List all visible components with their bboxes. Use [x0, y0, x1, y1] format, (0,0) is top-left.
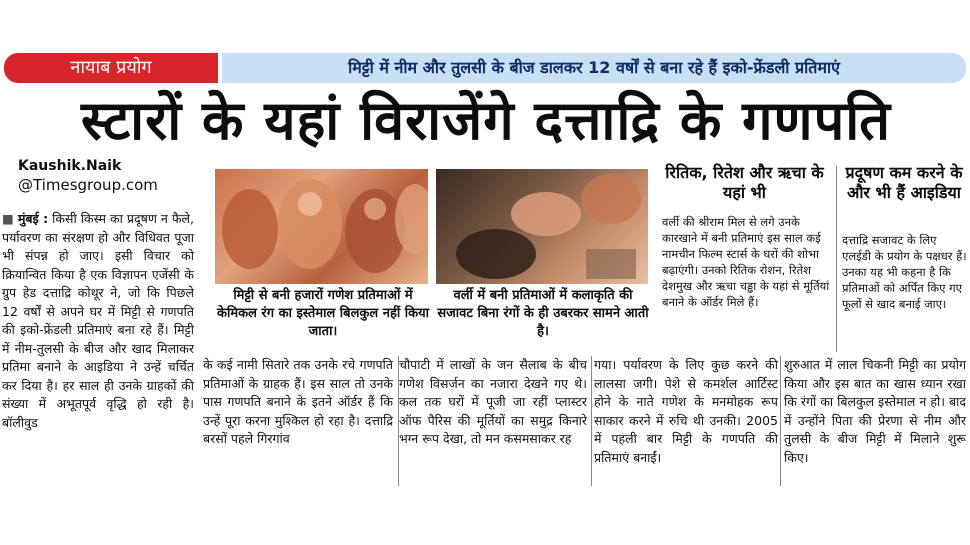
article-column-2: के कई नामी सितारे तक उनके रचे गणपति प्रतिमाओं के ग्राहक हैं। इस साल तो उनके पास गणपति बनाने के इतने ऑर्डर हैं कि उन्हें पूरा करना मुश्किल हो रहा है। दत्ताद्रि बरसों पहले गिरगांव — [203, 357, 393, 446]
column-1-text: किसी किस्म का प्रदूषण न फैले, पर्यावरण का संरक्षण हो और विधिवत पूजा भी संपन्न हो जाए। इसी विचार को क्रियान्वित किया है एक विज्ञापन एजेंसी के ग्रुप हेड दत्ताद्रि कोथूर ने, जो कि पिछले 12 वर्षों से अपने घर में मिट्टी से गणपति की इको-फ्रेंडली प्रतिमाएं बना रहे हैं। मिट्टी में नीम-तुलसी के बीज और खाद मिलाकर प्रतिमा बनाने के आइडिया ने उन्हें चर्चित कर दिया है। हर साल ही उनके ग्राहकों की संख्या में अभूतपूर्व वृद्धि हो रही है। बॉलीवुड — [2, 211, 194, 430]
artisan-illustration — [436, 169, 648, 284]
byline-handle: @Timesgroup.com — [18, 176, 158, 194]
sidebar-divider — [836, 166, 837, 352]
byline-name: Kaushik.Naik — [18, 158, 122, 174]
article-column-1: ■ मुंबई : किसी किस्म का प्रदूषण न फैले, पर्यावरण का संरक्षण हो और विधिवत पूजा भी संपन्न हो जाए। इसी विचार को क्रियान्वित किया है एक विज्ञापन एजेंसी के ग्रुप हेड दत्ताद्रि कोथूर ने, जो कि पिछले 12 वर्षों से अपने घर में मिट्टी से गणपति की इको-फ्रेंडली प्रतिमाएं बना रहे हैं। मिट्टी में नीम-तुलसी के बीज और खाद मिलाकर प्रतिमा बनाने के आइडिया ने उन्हें चर्चित कर दिया है। हर साल ही उनके ग्राहकों की संख्या में अभूतपूर्व वृद्धि हो रही है। बॉलीवुड — [2, 211, 194, 430]
column-rule — [780, 356, 781, 486]
section-kicker: नायाब प्रयोग — [4, 53, 218, 83]
main-headline: स्टारों के यहां विराजेंगे दत्ताद्रि के गणपति — [80, 89, 892, 152]
sidebar1-heading: रितिक, रितेश और ऋचा के यहां भी — [665, 163, 824, 202]
article-column-4: गया। पर्यावरण के लिए कुछ करने की लालसा जगी। पेशे से कमर्शल आर्टिस्ट होने के नाते गणेश के मनमोहक रूप साकार करने में रुचि थी उनकी। 2005 में पहली बार मिट्टी के गणपति की प्रतिमाएं बनाईं। — [594, 357, 778, 465]
column-rule — [591, 356, 592, 486]
article-column-5: शुरुआत में लाल चिकनी मिट्टी का प्रयोग किया और इस बात का खास ध्यान रखा कि रंगों का बिलकुल इस्तेमाल न हो। बाद में उन्होंने पिता की प्रेरणा से नीम और तुलसी के बीज मिट्टी में मिलाने शुरू किए। — [784, 357, 966, 465]
photo2-caption: वर्ली में बनी प्रतिमाओं में कलाकृति की सजावट बिना रंगों के ही उबरकर सामने आती है। — [437, 288, 649, 339]
sidebar2-heading: प्रदूषण कम करने के और भी हैं आइडिया — [845, 163, 963, 202]
ganesh-idols-illustration — [215, 169, 428, 284]
article-column-3: चौपाटी में लाखों के जन सैलाब के बीच गणेश विसर्जन का नजारा देखने गए थे। कल तक घरों में पूजी जा रहीं प्लास्टर ऑफ पैरिस की मूर्तियों का समुद्र किनारे भग्न रूप देखा, तो मन कसमसाकर रह — [399, 357, 587, 446]
photo1-caption: मिट्टी से बनी हजारों गणेश प्रतिमाओं में केमिकल रंग का इस्तेमाल बिलकुल नहीं किया जाता। — [216, 288, 429, 339]
sidebar1-body: वर्ली की श्रीराम मिल से लगे उनके कारखाने में बनी प्रतिमाएं इस साल कई नामचीन फिल्म स्टार्स के घरों की शोभा बढ़ाएंगी। उनको रितिक रोशन, रितेश देशमुख और ऋचा चड्ढा के यहां से मूर्तियां बनाने के ऑर्डर मिले हैं। — [662, 215, 830, 309]
column-rule — [398, 356, 399, 486]
artisan-working-photo — [436, 169, 648, 284]
dateline-city: मुंबई : — [17, 211, 49, 226]
sidebar2-body: दत्ताद्रि सजावट के लिए एलईडी के प्रयोग के पक्षधर हैं। उनका यह भी कहना है कि प्रतिमाओं को अर्पित किए गए फूलों से खाद बनाई जाए। — [842, 233, 967, 311]
ganesh-idols-photo — [215, 169, 428, 284]
strap-headline: मिट्टी में नीम और तुलसी के बीज डालकर 12 वर्षों से बना रहे हैं इको-फ्रेंडली प्रतिमाएं — [222, 53, 966, 83]
